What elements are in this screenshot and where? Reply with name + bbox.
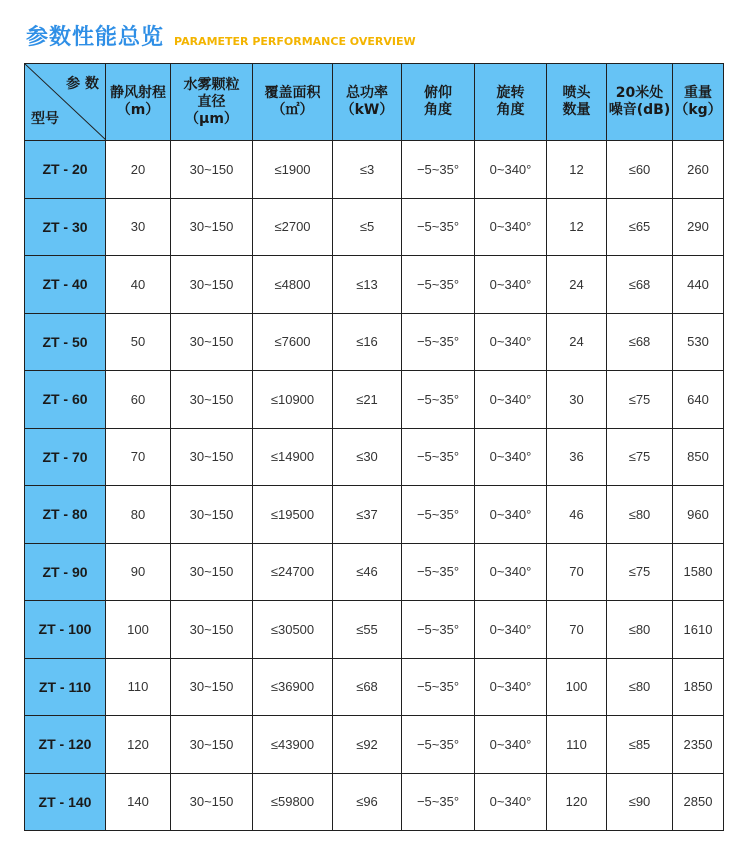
page-subtitle-en: PARAMETER PERFORMANCE OVERVIEW [174, 35, 416, 48]
cell-coverage-area: ≤24700 [253, 543, 333, 601]
cell-particle-diameter: 30~150 [171, 716, 253, 774]
cell-rotation-angle: 0~340° [475, 486, 547, 544]
cell-range: 70 [106, 428, 171, 486]
cell-coverage-area: ≤36900 [253, 658, 333, 716]
model-cell: ZT - 50 [25, 313, 106, 371]
column-header-rotation-angle [475, 64, 547, 141]
cell-noise: ≤80 [607, 658, 673, 716]
cell-total-power: ≤37 [333, 486, 402, 544]
cell-noise: ≤68 [607, 256, 673, 314]
page-header [26, 24, 416, 52]
cell-total-power: ≤21 [333, 371, 402, 429]
column-header-label: 20米处 [615, 85, 664, 101]
cell-pitch-angle: −5~35° [402, 716, 475, 774]
column-header-label: 角度 [424, 102, 452, 118]
table-row [25, 601, 724, 659]
cell-rotation-angle: 0~340° [475, 313, 547, 371]
cell-noise: ≤75 [607, 371, 673, 429]
table-row [25, 773, 724, 831]
cell-range: 60 [106, 371, 171, 429]
cell-weight: 1580 [673, 543, 724, 601]
column-header-label: 俯仰 [424, 85, 452, 101]
cell-particle-diameter: 30~150 [171, 658, 253, 716]
cell-particle-diameter: 30~150 [171, 543, 253, 601]
cell-rotation-angle: 0~340° [475, 371, 547, 429]
cell-noise: ≤75 [607, 428, 673, 486]
column-header-label: 水雾颗粒 [183, 76, 240, 93]
cell-range: 30 [106, 198, 171, 256]
model-cell: ZT - 90 [25, 543, 106, 601]
cell-weight: 440 [673, 256, 724, 314]
cell-rotation-angle: 0~340° [475, 198, 547, 256]
cell-rotation-angle: 0~340° [475, 658, 547, 716]
cell-nozzle-count: 12 [547, 141, 607, 199]
parameter-table [24, 63, 724, 831]
cell-particle-diameter: 30~150 [171, 371, 253, 429]
cell-weight: 850 [673, 428, 724, 486]
table-row [25, 543, 724, 601]
cell-coverage-area: ≤10900 [253, 371, 333, 429]
cell-weight: 2350 [673, 716, 724, 774]
cell-rotation-angle: 0~340° [475, 141, 547, 199]
cell-noise: ≤80 [607, 601, 673, 659]
cell-nozzle-count: 12 [547, 198, 607, 256]
cell-pitch-angle: −5~35° [402, 198, 475, 256]
cell-range: 20 [106, 141, 171, 199]
cell-pitch-angle: −5~35° [402, 543, 475, 601]
corner-label-model: 型号 [31, 111, 59, 127]
cell-rotation-angle: 0~340° [475, 256, 547, 314]
cell-range: 40 [106, 256, 171, 314]
cell-particle-diameter: 30~150 [171, 601, 253, 659]
cell-weight: 1610 [673, 601, 724, 659]
cell-total-power: ≤96 [333, 773, 402, 831]
cell-total-power: ≤46 [333, 543, 402, 601]
column-header-particle-diameter [171, 64, 253, 141]
cell-coverage-area: ≤43900 [253, 716, 333, 774]
cell-range: 140 [106, 773, 171, 831]
column-header-label: 数量 [562, 102, 591, 118]
cell-range: 90 [106, 543, 171, 601]
column-header-label: 重量 [684, 85, 712, 101]
cell-range: 80 [106, 486, 171, 544]
cell-total-power: ≤5 [333, 198, 402, 256]
table-row [25, 198, 724, 256]
column-header-label: 直径 [197, 93, 226, 110]
cell-total-power: ≤68 [333, 658, 402, 716]
model-cell: ZT - 80 [25, 486, 106, 544]
cell-coverage-area: ≤19500 [253, 486, 333, 544]
cell-pitch-angle: −5~35° [402, 486, 475, 544]
cell-particle-diameter: 30~150 [171, 141, 253, 199]
cell-range: 100 [106, 601, 171, 659]
model-cell: ZT - 110 [25, 658, 106, 716]
column-header-coverage-area [253, 64, 333, 141]
column-header-unit: 噪音(dB) [608, 102, 671, 118]
table-row [25, 371, 724, 429]
column-header-unit: （μm） [185, 110, 238, 127]
cell-pitch-angle: −5~35° [402, 773, 475, 831]
cell-particle-diameter: 30~150 [171, 773, 253, 831]
table-row [25, 486, 724, 544]
column-header-label: 总功率 [346, 85, 388, 101]
cell-coverage-area: ≤4800 [253, 256, 333, 314]
cell-weight: 260 [673, 141, 724, 199]
cell-coverage-area: ≤30500 [253, 601, 333, 659]
cell-pitch-angle: −5~35° [402, 256, 475, 314]
cell-weight: 530 [673, 313, 724, 371]
cell-particle-diameter: 30~150 [171, 313, 253, 371]
table-row [25, 141, 724, 199]
cell-nozzle-count: 70 [547, 601, 607, 659]
table-row [25, 313, 724, 371]
model-cell: ZT - 70 [25, 428, 106, 486]
cell-noise: ≤75 [607, 543, 673, 601]
table-row [25, 658, 724, 716]
table-row [25, 716, 724, 774]
column-header-unit: （kg） [674, 102, 722, 118]
page-title: 参数性能总览 [26, 25, 165, 50]
cell-total-power: ≤3 [333, 141, 402, 199]
cell-pitch-angle: −5~35° [402, 141, 475, 199]
column-header-noise [607, 64, 673, 141]
cell-range: 50 [106, 313, 171, 371]
cell-noise: ≤85 [607, 716, 673, 774]
cell-weight: 960 [673, 486, 724, 544]
cell-noise: ≤60 [607, 141, 673, 199]
cell-nozzle-count: 110 [547, 716, 607, 774]
cell-total-power: ≤16 [333, 313, 402, 371]
cell-pitch-angle: −5~35° [402, 658, 475, 716]
column-header-total-power [333, 64, 402, 141]
cell-rotation-angle: 0~340° [475, 428, 547, 486]
column-header-label: 旋转 [496, 85, 525, 101]
column-header-pitch-angle [402, 64, 475, 141]
model-cell: ZT - 40 [25, 256, 106, 314]
cell-rotation-angle: 0~340° [475, 601, 547, 659]
column-header-label: 覆盖面积 [264, 85, 321, 101]
cell-nozzle-count: 24 [547, 256, 607, 314]
corner-header-cell [25, 64, 106, 141]
cell-coverage-area: ≤2700 [253, 198, 333, 256]
model-cell: ZT - 120 [25, 716, 106, 774]
cell-rotation-angle: 0~340° [475, 773, 547, 831]
cell-nozzle-count: 70 [547, 543, 607, 601]
cell-particle-diameter: 30~150 [171, 428, 253, 486]
cell-noise: ≤65 [607, 198, 673, 256]
cell-weight: 640 [673, 371, 724, 429]
cell-pitch-angle: −5~35° [402, 428, 475, 486]
column-header-unit: （㎡） [271, 102, 314, 118]
cell-total-power: ≤13 [333, 256, 402, 314]
cell-pitch-angle: −5~35° [402, 601, 475, 659]
cell-pitch-angle: −5~35° [402, 313, 475, 371]
cell-coverage-area: ≤59800 [253, 773, 333, 831]
model-cell: ZT - 100 [25, 601, 106, 659]
model-cell: ZT - 140 [25, 773, 106, 831]
cell-nozzle-count: 24 [547, 313, 607, 371]
model-cell: ZT - 60 [25, 371, 106, 429]
model-cell: ZT - 20 [25, 141, 106, 199]
cell-nozzle-count: 46 [547, 486, 607, 544]
cell-weight: 2850 [673, 773, 724, 831]
cell-pitch-angle: −5~35° [402, 371, 475, 429]
column-header-weight [673, 64, 724, 141]
cell-coverage-area: ≤14900 [253, 428, 333, 486]
cell-nozzle-count: 36 [547, 428, 607, 486]
table-header-row [25, 64, 724, 141]
cell-weight: 1850 [673, 658, 724, 716]
column-header-unit: （m） [116, 102, 160, 118]
model-cell: ZT - 30 [25, 198, 106, 256]
column-header-label: 角度 [496, 102, 525, 118]
column-header-nozzle-count [547, 64, 607, 141]
cell-coverage-area: ≤7600 [253, 313, 333, 371]
column-header-range [106, 64, 171, 141]
cell-noise: ≤68 [607, 313, 673, 371]
cell-particle-diameter: 30~150 [171, 486, 253, 544]
column-header-label: 喷头 [562, 85, 591, 101]
cell-noise: ≤90 [607, 773, 673, 831]
cell-total-power: ≤92 [333, 716, 402, 774]
table-body [25, 141, 724, 831]
table-row [25, 256, 724, 314]
cell-nozzle-count: 120 [547, 773, 607, 831]
cell-nozzle-count: 30 [547, 371, 607, 429]
cell-range: 110 [106, 658, 171, 716]
cell-rotation-angle: 0~340° [475, 543, 547, 601]
cell-total-power: ≤30 [333, 428, 402, 486]
cell-coverage-area: ≤1900 [253, 141, 333, 199]
cell-noise: ≤80 [607, 486, 673, 544]
corner-label-params: 参 数 [66, 76, 99, 92]
cell-weight: 290 [673, 198, 724, 256]
cell-rotation-angle: 0~340° [475, 716, 547, 774]
table-row [25, 428, 724, 486]
column-header-label: 静风射程 [110, 85, 166, 101]
cell-particle-diameter: 30~150 [171, 198, 253, 256]
cell-nozzle-count: 100 [547, 658, 607, 716]
cell-particle-diameter: 30~150 [171, 256, 253, 314]
cell-range: 120 [106, 716, 171, 774]
cell-total-power: ≤55 [333, 601, 402, 659]
column-header-unit: （kW） [340, 102, 394, 118]
